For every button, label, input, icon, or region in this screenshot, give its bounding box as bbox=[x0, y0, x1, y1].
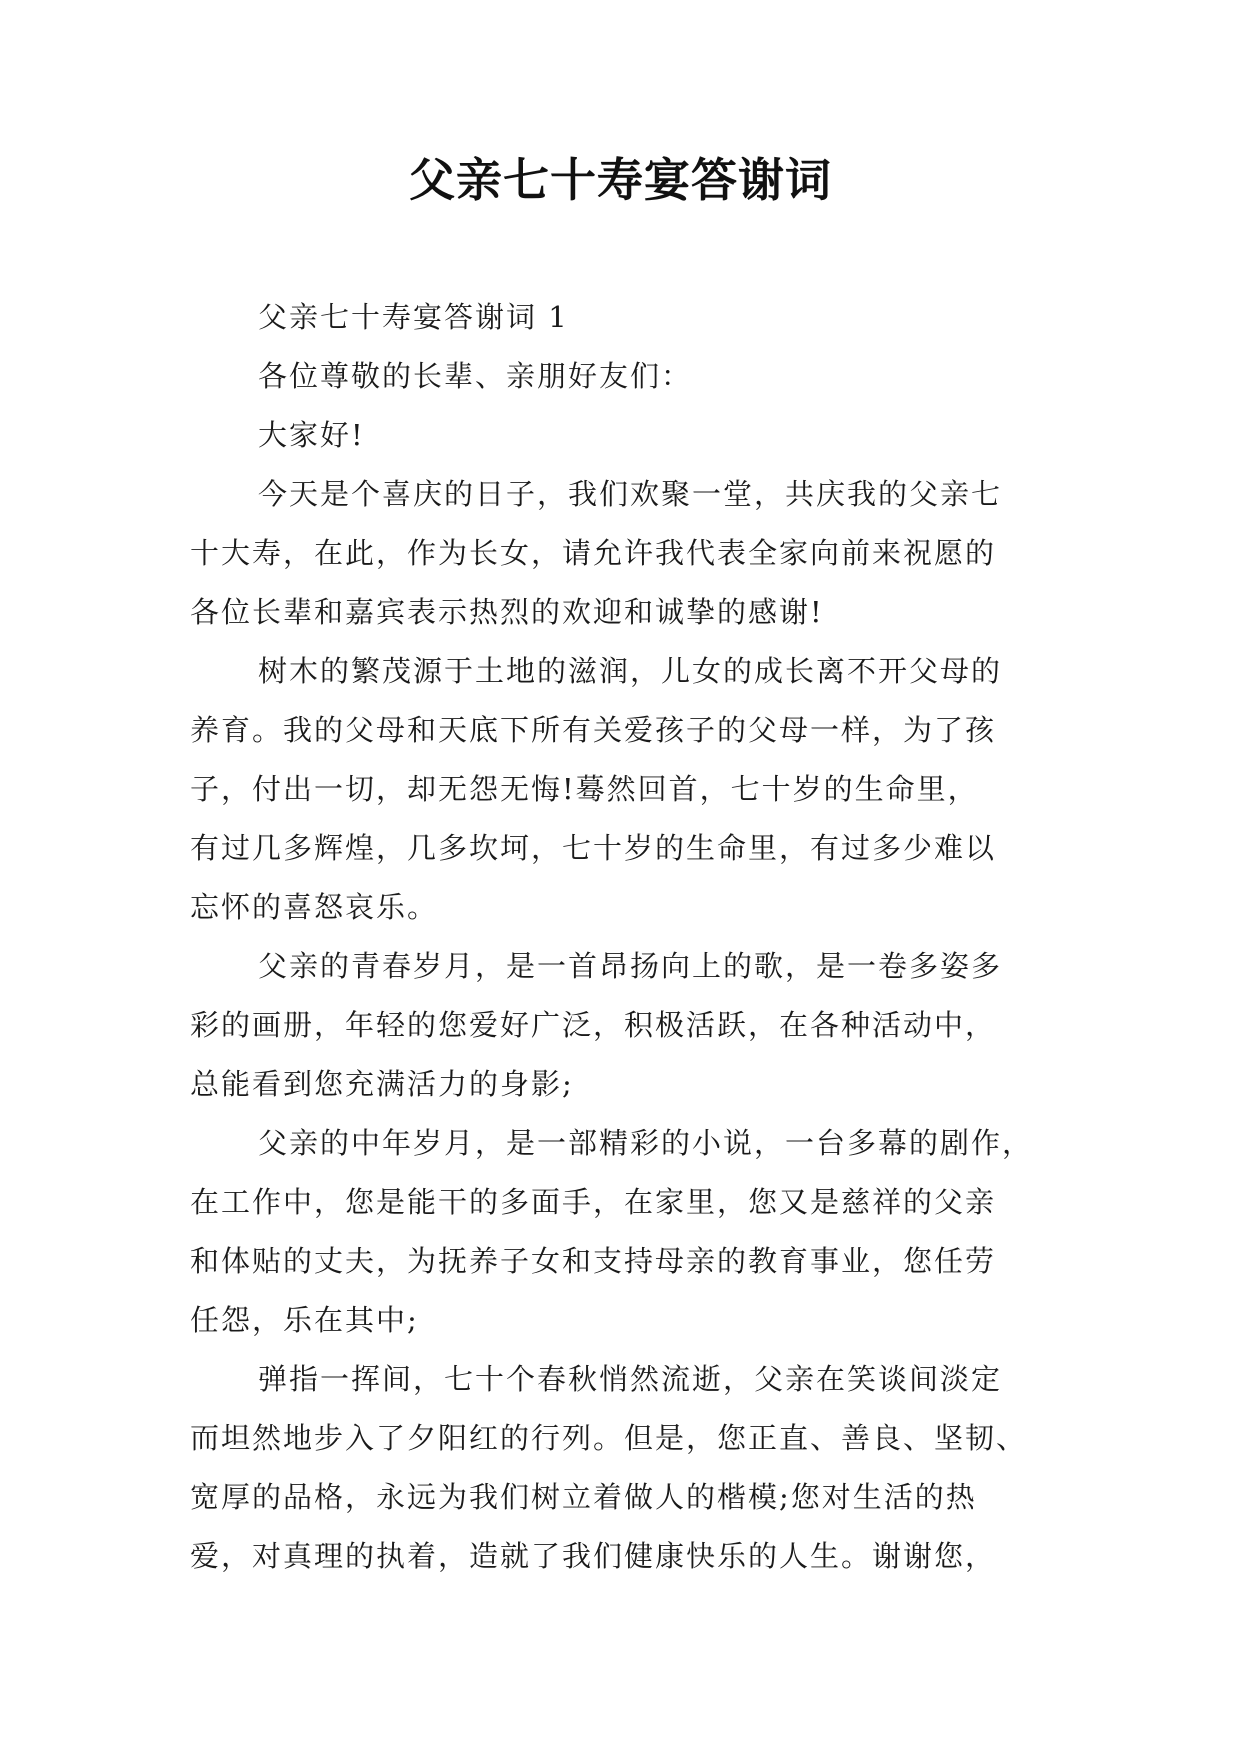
text-line: 而坦然地步入了夕阳红的行列。但是，您正直、善良、坚韧、 bbox=[190, 1421, 1028, 1455]
text-line: 大家好! bbox=[258, 418, 365, 452]
text-line: 子，付出一切，却无怨无悔!蓦然回首，七十岁的生命里， bbox=[190, 772, 979, 806]
text-line: 忘怀的喜怒哀乐。 bbox=[190, 890, 439, 924]
text-line: 父亲的青春岁月，是一首昂扬向上的歌，是一卷多姿多 bbox=[258, 949, 1003, 983]
document-title: 父亲七十寿宴答谢词 bbox=[409, 153, 832, 207]
text-line: 任怨，乐在其中; bbox=[190, 1303, 419, 1337]
text-line: 树木的繁茂源于土地的滋润，儿女的成长离不开父母的 bbox=[258, 654, 1003, 688]
text-line: 宽厚的品格，永远为我们树立着做人的楷模;您对生活的热 bbox=[190, 1480, 977, 1514]
text-line: 有过几多辉煌，几多坎坷，七十岁的生命里，有过多少难以 bbox=[190, 831, 997, 865]
text-line: 弹指一挥间，七十个春秋悄然流逝，父亲在笑谈间淡定 bbox=[258, 1362, 1003, 1396]
text-line: 在工作中，您是能干的多面手，在家里，您又是慈祥的父亲 bbox=[190, 1185, 997, 1219]
text-line: 养育。我的父母和天底下所有关爱孩子的父母一样，为了孩 bbox=[190, 713, 997, 747]
text-line: 各位尊敬的长辈、亲朋好友们： bbox=[258, 359, 693, 393]
document-body bbox=[190, 288, 1058, 1586]
text-line: 父亲的中年岁月，是一部精彩的小说，一台多幕的剧作， bbox=[258, 1126, 1034, 1160]
text-line: 总能看到您充满活力的身影; bbox=[190, 1067, 574, 1101]
text-line: 父亲七十寿宴答谢词 1 bbox=[258, 300, 569, 334]
text-line: 各位长辈和嘉宾表示热烈的欢迎和诚挚的感谢! bbox=[190, 595, 824, 629]
text-line: 和体贴的丈夫，为抚养子女和支持母亲的教育事业，您任劳 bbox=[190, 1244, 997, 1278]
text-line: 今天是个喜庆的日子，我们欢聚一堂，共庆我的父亲七 bbox=[258, 477, 1003, 511]
text-line: 十大寿，在此，作为长女，请允许我代表全家向前来祝愿的 bbox=[190, 536, 997, 570]
text-line: 爱，对真理的执着，造就了我们健康快乐的人生。谢谢您， bbox=[190, 1539, 997, 1573]
text-line: 彩的画册，年轻的您爱好广泛，积极活跃，在各种活动中， bbox=[190, 1008, 997, 1042]
